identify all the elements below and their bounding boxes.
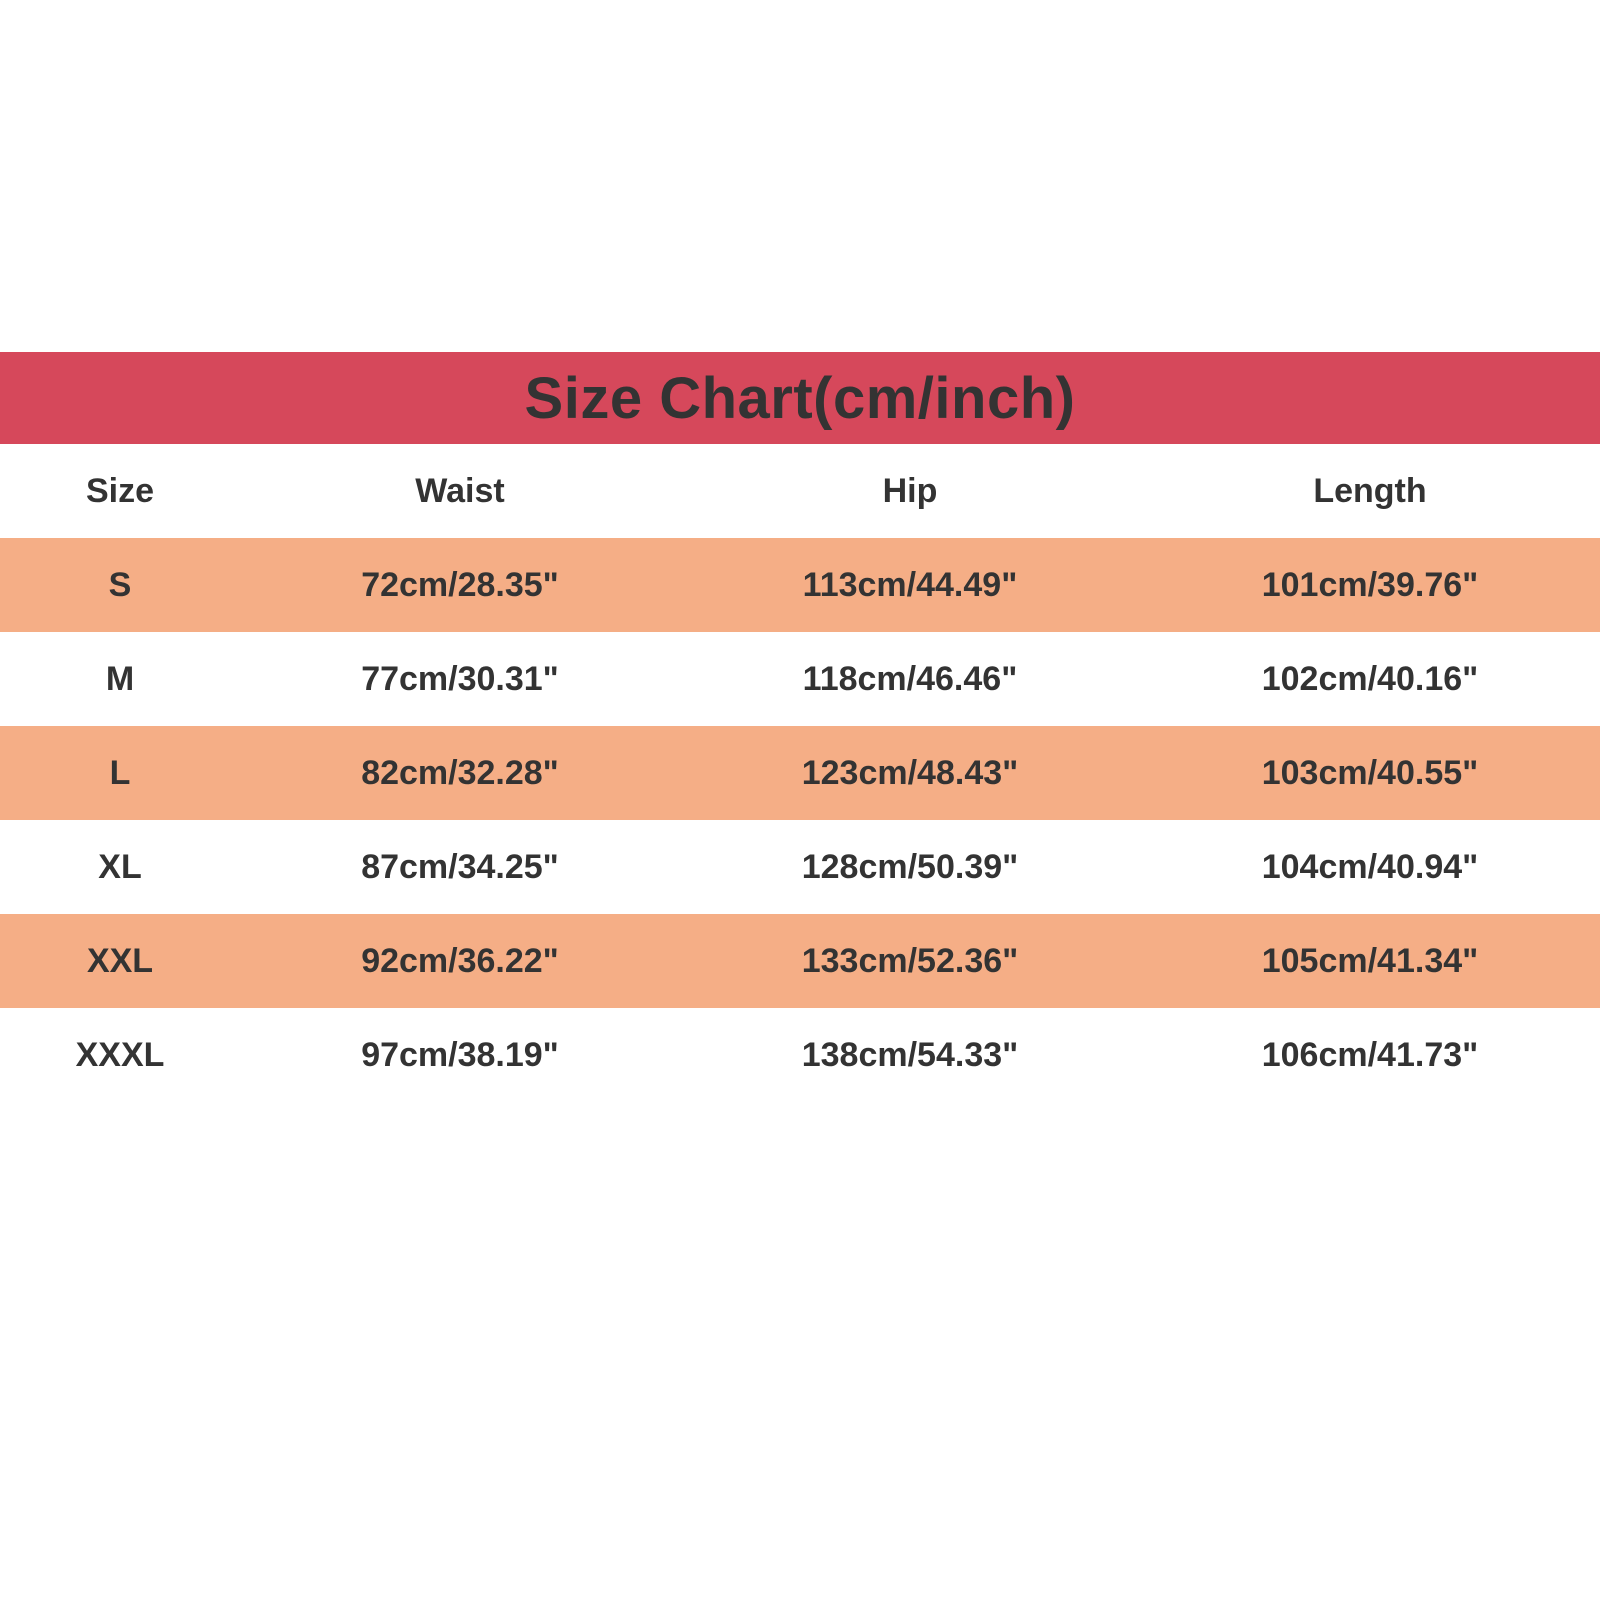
waist-cell: 72cm/28.35" [361,565,559,604]
header-hip: Hip [882,471,938,510]
hip-cell: 138cm/54.33" [801,1035,1019,1074]
size-chart-title: Size Chart(cm/inch) [524,365,1076,431]
table-row [0,726,1600,820]
waist-cell: 92cm/36.22" [361,941,559,980]
hip-cell: 128cm/50.39" [801,847,1019,886]
length-cell: 105cm/41.34" [1261,941,1479,980]
header-length: Length [1313,471,1427,510]
size-chart-table [0,444,1600,1102]
waist-cell: 82cm/32.28" [361,753,559,792]
header-size: Size [85,471,155,510]
length-cell: 104cm/40.94" [1261,847,1479,886]
length-cell: 103cm/40.55" [1261,753,1479,792]
waist-cell: 77cm/30.31" [361,659,559,698]
size-cell: S [108,565,132,604]
size-cell: XXL [86,941,154,980]
length-cell: 101cm/39.76" [1261,565,1479,604]
table-row [0,1008,1600,1102]
header-waist: Waist [415,471,505,510]
hip-cell: 118cm/46.46" [802,659,1018,698]
length-cell: 106cm/41.73" [1261,1035,1479,1074]
table-row [0,914,1600,1008]
waist-cell: 87cm/34.25" [361,847,559,886]
hip-cell: 123cm/48.43" [801,753,1019,792]
hip-cell: 113cm/44.49" [802,565,1018,604]
size-chart-title-band [0,352,1600,444]
length-cell: 102cm/40.16" [1261,659,1479,698]
table-row [0,538,1600,632]
hip-cell: 133cm/52.36" [801,941,1019,980]
waist-cell: 97cm/38.19" [361,1035,559,1074]
table-header-row [0,444,1600,538]
size-cell: XL [98,847,142,886]
size-cell: L [109,753,131,792]
size-cell: M [105,659,135,698]
size-cell: XXXL [75,1035,165,1074]
table-row [0,820,1600,914]
table-row [0,632,1600,726]
